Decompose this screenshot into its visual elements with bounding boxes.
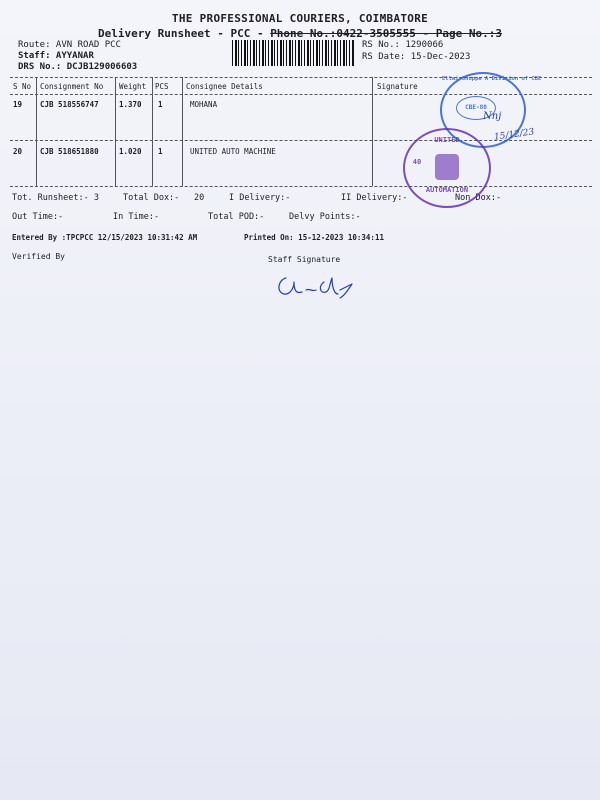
barcode xyxy=(232,40,354,66)
col-header-consignment: Consignment No xyxy=(40,82,104,91)
out-time: Out Time:- xyxy=(12,212,64,222)
ii-delivery: II Delivery:- xyxy=(341,193,408,203)
table-row-weight: 1.020 xyxy=(119,147,142,156)
stamp-top-text: UNITED xyxy=(434,136,460,144)
stamp-center-text: CBE-80 xyxy=(456,96,496,120)
stamp-side-text: 40 xyxy=(412,158,422,166)
table-row-pcs: 1 xyxy=(158,147,163,156)
table-row-consignee: MOHANA xyxy=(190,100,218,109)
table-row-sno: 19 xyxy=(13,100,23,109)
non-dox: Non Dox:- xyxy=(455,193,502,203)
subtitle-phone-page: Phone No.:0422-3505555 - Page No.:3 xyxy=(270,27,502,40)
staff-signature-label: Staff Signature xyxy=(268,255,341,264)
receiver-date-handwritten: 15/12/23 xyxy=(493,127,535,143)
verified-by: Verified By xyxy=(12,252,65,261)
table-row-sno: 20 xyxy=(13,147,23,156)
drs-number: DRS No.: DCJB129006603 xyxy=(18,62,138,72)
col-divider xyxy=(115,77,116,186)
total-dox-value: 20 xyxy=(194,193,205,203)
company-stamp-purple xyxy=(403,128,491,208)
subtitle-text: Delivery Runsheet - PCC - xyxy=(98,27,271,40)
in-time: In Time:- xyxy=(113,212,160,222)
rs-date: RS Date: 15-Dec-2023 xyxy=(362,52,471,62)
total-dox-label: Total Dox:- xyxy=(123,193,180,203)
staff-signature-mark xyxy=(272,268,362,300)
route-label: Route: AVN ROAD PCC xyxy=(18,40,121,50)
delvy-points: Delvy Points:- xyxy=(289,212,361,222)
col-header-sno: S No xyxy=(13,82,32,91)
table-row-consignee: UNITED AUTO MACHINE xyxy=(190,147,276,156)
table-row-consignment: CJB 518651880 xyxy=(40,147,99,156)
printed-on: Printed On: 15-12-2023 10:34:11 xyxy=(244,233,384,242)
i-delivery: I Delivery:- xyxy=(229,193,291,203)
col-divider xyxy=(36,77,37,186)
col-divider xyxy=(152,77,153,186)
table-row-pcs: 1 xyxy=(158,100,163,109)
receiver-name-handwritten: Nnj xyxy=(483,111,502,122)
col-divider xyxy=(182,77,183,186)
total-pod: Total POD:- xyxy=(208,212,265,222)
tot-runsheet: Tot. Runsheet:- 3 xyxy=(12,193,99,203)
rs-number: RS No.: 1290066 xyxy=(362,40,444,50)
table-row-weight: 1.370 xyxy=(119,100,142,109)
table-row-consignment: CJB 518556747 xyxy=(40,100,99,109)
staff-label: Staff: AYYANAR xyxy=(18,51,94,61)
stamp-bottom-text: AUTOMATION xyxy=(425,186,469,194)
col-header-consignee: Consignee Details xyxy=(186,82,263,91)
table-bottom-rule xyxy=(10,186,592,187)
col-header-weight: Weight xyxy=(119,82,147,91)
runsheet-subtitle xyxy=(0,27,600,40)
entered-by: Entered By :TPCPCC 12/15/2023 10:31:42 AM xyxy=(12,233,198,242)
company-title: THE PROFESSIONAL COURIERS, COIMBATORE xyxy=(171,12,429,25)
col-divider xyxy=(372,77,373,186)
stamp-ring-text: Ellai Shoppe A Division of CBE xyxy=(442,76,542,82)
col-header-signature: Signature xyxy=(377,82,418,91)
col-header-pcs: PCS xyxy=(155,82,169,91)
